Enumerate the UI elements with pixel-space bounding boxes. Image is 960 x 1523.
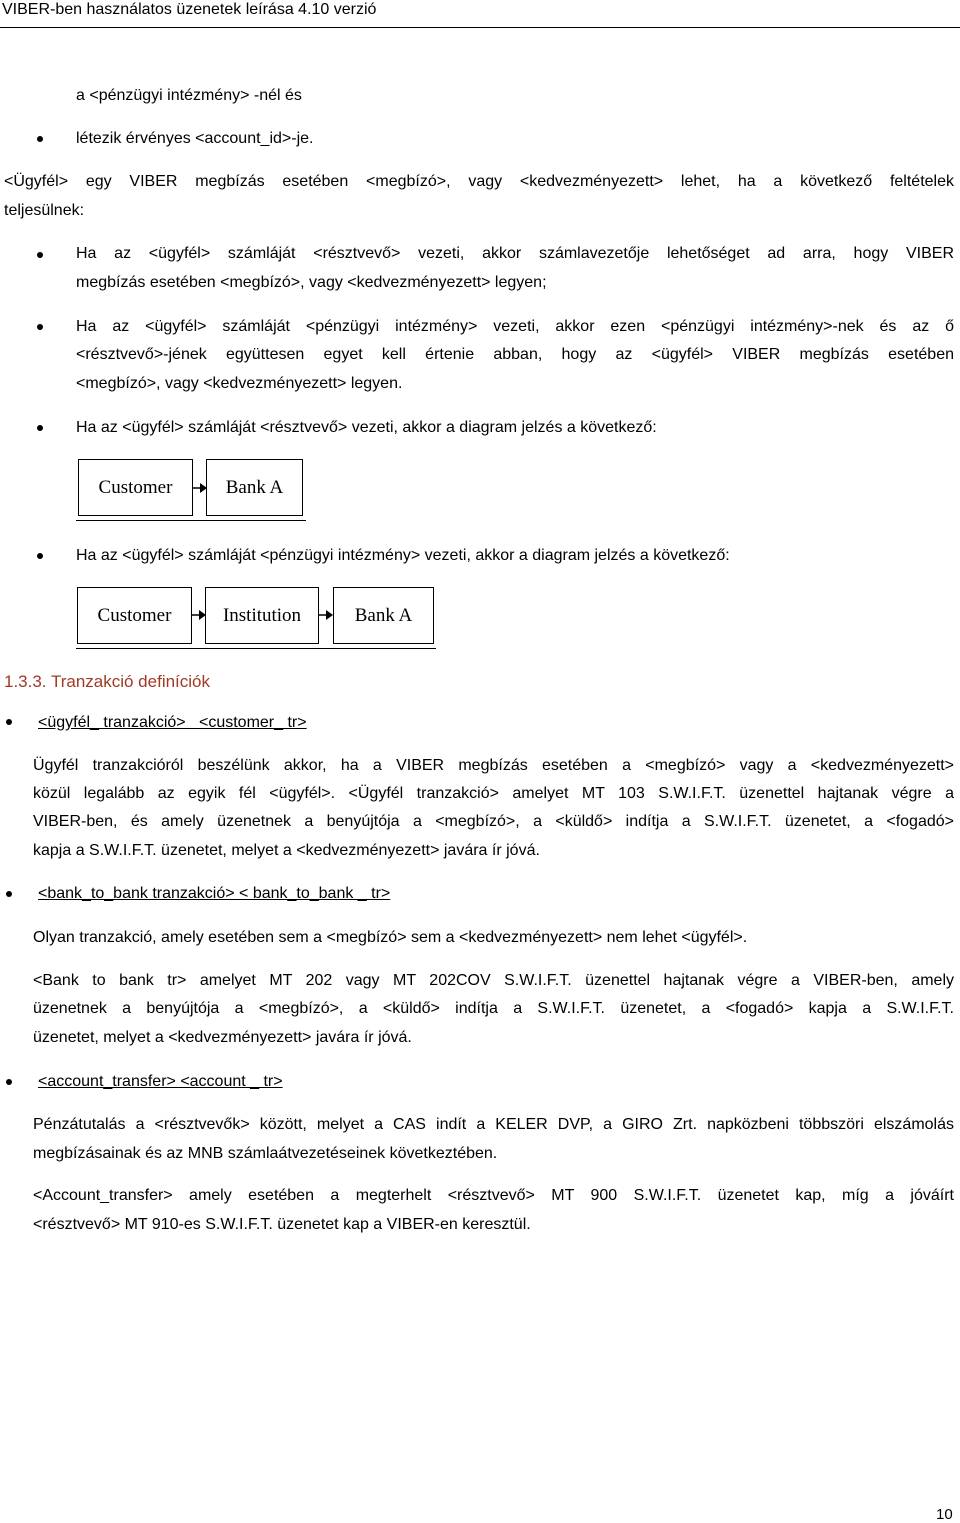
diagram-box-bank-a [206,459,303,516]
paragraph-line: VIBER-ben, és amely üzenetnek a benyújtója a <megbízó>, a <küldő> indítja a S.W.I.F.T. üzenetet, a <fogadó> [33,813,954,830]
diagram-label: Institution [222,604,302,626]
bullet-icon [37,252,43,258]
bullet-icon [37,425,43,431]
definition-heading: <bank_to_bank tranzakció> < bank_to_bank _ tr> [38,885,391,902]
diagram-label: Bank A [354,604,413,626]
paragraph-line: <Account_transfer> amely esetében a megterhelt <résztvevő> MT 900 S.W.I.F.T. üzenetet kap, míg a jóváírt [33,1187,954,1204]
paragraph-line: teljesülnek: [4,202,85,219]
paragraph-line: Ügyfél tranzakcióról beszélünk akkor, ha a VIBER megbízás esetében a <megbízó> vagy a <kedvezményezett> [33,757,954,774]
list-item: a <pénzügyi intézmény> -nél és [76,87,302,104]
diagram-baseline [76,648,436,649]
diagram-box-customer [77,587,192,644]
diagram-box-institution [205,587,319,644]
paragraph-line: üzenetnek a benyújtója a <megbízó>, a <küldő> indítja a S.W.I.F.T. üzenetet, a <fogadó> kapja a S.W.I.F.T. [33,1000,954,1017]
paragraph-line: <résztvevő> MT 910-es S.W.I.F.T. üzenetet kap a VIBER-en keresztül. [33,1216,531,1233]
paragraph-line: <Ügyfél> egy VIBER megbízás esetében <megbízó>, vagy <kedvezményezett> lehet, ha a következő feltételek [4,173,954,190]
list-item: Ha az <ügyfél> számláját <pénzügyi intézmény> vezeti, akkor a diagram jelzés a következő: [76,547,730,564]
bullet-icon [37,324,43,330]
paragraph-line: Pénzátutalás a <résztvevők> között, melyet a CAS indít a KELER DVP, a GIRO Zrt. napközbeni többszöri elszámolás [33,1116,954,1133]
definition-heading: <ügyfél_ tranzakció> <customer_ tr> [38,714,307,731]
paragraph-line: kapja a S.W.I.F.T. üzenetet, melyet a <kedvezményezett> javára ír jóvá. [33,842,540,859]
section-heading: 1.3.3. Tranzakció definíciók [4,672,211,691]
list-item-line: <megbízó>, vagy <kedvezményezett> legyen. [76,375,403,392]
bullet-icon [37,136,43,142]
list-item-line: Ha az <ügyfél> számláját <pénzügyi intézmény> vezeti, akkor ezen <pénzügyi intézmény>-nek és az ő [76,318,954,335]
bullet-icon [6,891,12,897]
diagram-box-customer [78,459,193,516]
paragraph-line: üzenetet, melyet a <kedvezményezett> javára ír jóvá. [33,1029,412,1046]
definition-heading: <account_transfer> <account _ tr> [38,1073,283,1090]
list-item: létezik érvényes <account_id>-je. [76,130,314,147]
page-number: 10 [936,1506,953,1523]
list-item-line: megbízás esetében <megbízó>, vagy <kedvezményezett> legyen; [76,274,547,291]
paragraph-line: megbízásainak és az MNB számlaátvezetéseinek következtében. [33,1145,498,1162]
bullet-icon [6,1079,12,1085]
diagram-label: Bank A [225,476,284,498]
list-item-line: Ha az <ügyfél> számláját <résztvevő> vezeti, akkor számlavezetője lehetőséget ad arra, hogy VIBER [76,245,954,262]
paragraph-line: közül legalább az egyik fél <ügyfél>. <Ügyfél tranzakció> amelyet MT 103 S.W.I.F.T. üzenettel hajtanak végre a [33,785,954,802]
document-title: VIBER-ben használatos üzenetek leírása 4.10 verzió [2,1,377,18]
arrow-right-icon [318,607,334,623]
list-item: Ha az <ügyfél> számláját <résztvevő> vezeti, akkor a diagram jelzés a következő: [76,419,657,436]
paragraph-line: Olyan tranzakció, amely esetében sem a <megbízó> sem a <kedvezményezett> nem lehet <ügyfél>. [33,929,748,946]
page-header [0,0,960,28]
diagram-label: Customer [98,476,173,498]
bullet-icon [6,719,12,725]
diagram-box-bank-a [333,587,434,644]
list-item-line: <résztvevő>-jének együttesen egyet kell értenie abban, hogy az <ügyfél> VIBER megbízás esetében [76,346,954,363]
bullet-icon [37,553,43,559]
paragraph-line: <Bank to bank tr> amelyet MT 202 vagy MT 202COV S.W.I.F.T. üzenettel hajtanak végre a VIBER-ben, amely [33,972,954,989]
diagram-label: Customer [97,604,172,626]
diagram-baseline [76,520,306,521]
